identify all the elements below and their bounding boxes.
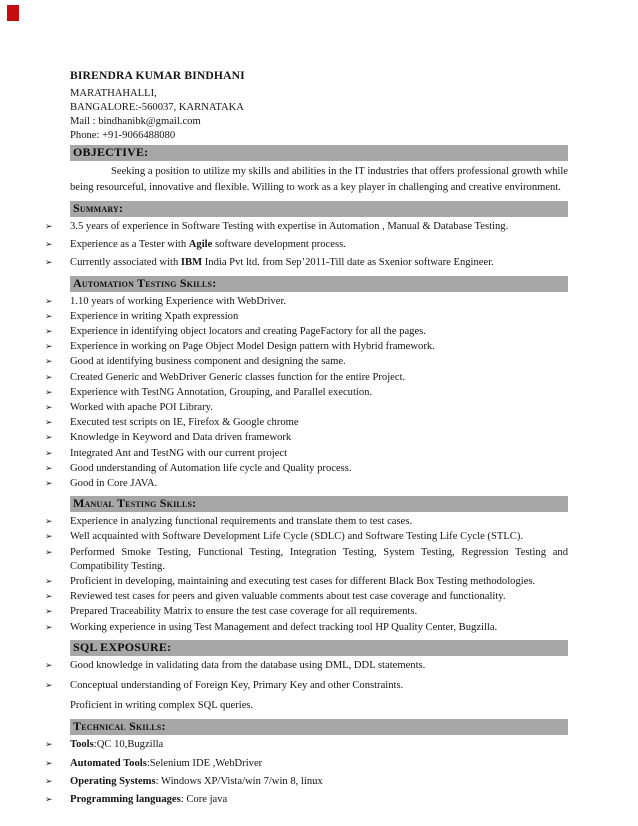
text-run: :Selenium IDE ,WebDriver [146, 757, 263, 769]
text-run: Integrated Ant and TestNG with our current project [70, 447, 288, 459]
arrow-bullet-icon: ➢ [45, 532, 53, 543]
candidate-name: BIRENDRA KUMAR BINDHANI [70, 69, 245, 82]
list-item [45, 371, 568, 385]
text-run: Experience in writing Xpath expression [70, 310, 239, 322]
bold-text: Operating Systems [70, 775, 156, 787]
email-line: Mail : bindhanibk@gmail.com [70, 116, 201, 127]
list-item [45, 530, 568, 544]
section-objective [70, 145, 568, 196]
list-item [45, 447, 568, 461]
text-run: Experience in working on Page Object Model Design pattern with Hybrid framework. [70, 341, 435, 353]
list-item-text [70, 605, 568, 619]
arrow-bullet-icon: ➢ [45, 448, 53, 459]
text-run: India Pvt ltd. from Sep’2011-Till date as Sxenior software Engineer. [202, 257, 494, 269]
list-item-text [70, 256, 568, 270]
list-item [45, 340, 568, 354]
text-run: : Core java [180, 794, 228, 806]
list-item-text [70, 371, 568, 385]
text-run: Good at identifying business component and designing the same. [70, 356, 346, 368]
text-run: 1.10 years of working Experience with WebDriver. [70, 295, 287, 307]
arrow-bullet-icon: ➢ [45, 660, 53, 671]
list-item-text [70, 325, 568, 339]
red-corner-mark-icon [7, 5, 19, 21]
text-run: Experience in analyzing functional requirements and translate them to test cases. [70, 516, 413, 528]
text-run: Proficient in writing complex SQL queries. [70, 700, 254, 712]
list-item [45, 546, 568, 574]
list-item-text [70, 431, 568, 445]
text-run: Conceptual understanding of Foreign Key, Primary Key and other Constraints. [70, 680, 404, 692]
text-run: Proficient in developing, maintaining and executing test cases for different Black Box Testing methodologies. [70, 576, 536, 588]
list-item-text [70, 775, 568, 789]
list-item [45, 659, 568, 673]
list-item-text [70, 401, 568, 415]
list-item [45, 355, 568, 369]
list-item [45, 310, 568, 324]
arrow-bullet-icon: ➢ [45, 372, 53, 383]
list-item [45, 699, 568, 713]
text-run: 3.5 years of experience in Software Testing with expertise in Automation , Manual & Database Testing. [70, 221, 509, 232]
text-run: Good in Core JAVA. [70, 478, 158, 490]
list-item [45, 416, 568, 430]
text-run: Experience in identifying object locators and creating PageFactory for all the pages. [70, 326, 426, 338]
section-header-technical-skills: Technical Skills: [70, 719, 568, 735]
list-item [45, 477, 568, 491]
arrow-bullet-icon: ➢ [45, 547, 53, 558]
list-item [45, 679, 568, 693]
section-automation-testing-skills [45, 275, 568, 492]
arrow-bullet-icon: ➢ [45, 418, 53, 429]
arrow-bullet-icon: ➢ [45, 592, 53, 603]
list-item-text [70, 238, 568, 252]
list-item-text [70, 575, 568, 589]
summary-list [45, 220, 568, 271]
list-item-text [70, 679, 568, 693]
bold-text: Programming languages [70, 794, 181, 806]
manual-testing-skills-list [45, 515, 568, 635]
section-header-objective: OBJECTIVE: [70, 145, 568, 161]
bold-text: Tools [70, 739, 94, 751]
text-run: :QC 10,Bugzilla [93, 739, 164, 751]
list-item [45, 757, 568, 771]
list-item [45, 793, 568, 807]
list-item-text [70, 220, 568, 234]
text-run: Experience as a Tester with [70, 239, 189, 251]
text-run: Performed Smoke Testing, Functional Testing, Integration Testing, System Testing, Regression Testing and Compatibility Testing. [70, 546, 568, 572]
text-run: Created Generic and WebDriver Generic classes function for the entire Project. [70, 371, 406, 383]
bold-text: Automated Tools [70, 757, 147, 769]
text-run: Reviewed test cases for peers and given valuable comments about test case coverage and functionality. [70, 591, 506, 603]
text-run: Knowledge in Keyword and Data driven framework [70, 432, 292, 444]
address-line-2: BANGALORE:-560037, KARNATAKA [70, 102, 244, 113]
list-item-text [70, 621, 568, 635]
list-item-text [70, 699, 568, 713]
list-item-text [70, 447, 568, 461]
arrow-bullet-icon: ➢ [45, 357, 53, 368]
text-run: Currently associated with [70, 257, 181, 269]
list-item-text [70, 659, 568, 673]
objective-paragraph: Seeking a position to utilize my skills and abilities in the IT industries that offers professional growth while being resourceful, innovative and flexible. Willing to work as a key player in challenging and creative environment. [70, 166, 568, 193]
list-item-text [70, 546, 568, 574]
arrow-bullet-icon: ➢ [45, 607, 53, 618]
text-run: Good knowledge in validating data from the database using DML, DDL statements. [70, 659, 426, 671]
section-header-automation-testing-skills: Automation Testing Skills: [70, 276, 568, 292]
text-run: Experience with TestNG Annotation, Grouping, and Parallel execution. [70, 386, 373, 398]
list-item [45, 220, 568, 234]
list-item [45, 515, 568, 529]
list-item-text [70, 355, 568, 369]
arrow-bullet-icon: ➢ [45, 258, 53, 269]
text-run: : Windows XP/Vista/win 7/win 8, linux [155, 775, 323, 787]
list-item [45, 386, 568, 400]
list-item-text [70, 590, 568, 604]
text-run: Working experience in using Test Management and defect tracking tool HP Quality Center, Bugzilla. [70, 621, 498, 633]
section-header-sql-exposure: SQL EXPOSURE: [70, 640, 568, 656]
arrow-bullet-icon: ➢ [45, 463, 53, 474]
address-line-1: MARATHAHALLI, [70, 88, 157, 99]
arrow-bullet-icon: ➢ [45, 403, 53, 414]
arrow-bullet-icon: ➢ [45, 296, 53, 307]
list-item-text [70, 310, 568, 324]
text-run: Well acquainted with Software Development Life Cycle (SDLC) and Software Testing Life Cycle (STLC). [70, 531, 524, 543]
list-item [45, 775, 568, 789]
sections-container [45, 145, 568, 807]
section-summary [45, 201, 568, 271]
automation-testing-skills-list [45, 295, 568, 492]
list-item-text [70, 530, 568, 544]
list-item-text [70, 515, 568, 529]
arrow-bullet-icon: ➢ [45, 577, 53, 588]
list-item [45, 431, 568, 445]
list-item-text [70, 477, 568, 491]
arrow-bullet-icon: ➢ [45, 222, 53, 232]
list-item [45, 238, 568, 252]
list-item-text [70, 295, 568, 309]
section-technical-skills [45, 719, 568, 807]
list-item [45, 256, 568, 270]
phone-line: Phone: +91-9066488080 [70, 130, 176, 141]
list-item-text [70, 793, 568, 807]
section-sql-exposure [45, 639, 568, 714]
bold-text: IBM [180, 257, 203, 269]
list-item-text [70, 386, 568, 400]
text-run: Good understanding of Automation life cycle and Quality process. [70, 462, 352, 474]
list-item [45, 325, 568, 339]
text-run: Worked with apache POI Library. [70, 402, 213, 414]
list-item [45, 738, 568, 752]
list-item-text [70, 738, 568, 752]
list-item [45, 575, 568, 589]
sql-exposure-list [45, 659, 568, 714]
arrow-bullet-icon: ➢ [45, 758, 53, 769]
arrow-bullet-icon: ➢ [45, 433, 53, 444]
list-item [45, 295, 568, 309]
arrow-bullet-icon: ➢ [45, 479, 53, 490]
section-header-summary: Summary: [70, 201, 568, 217]
technical-skills-list [45, 738, 568, 807]
bullet-spacer [45, 699, 70, 713]
list-item [45, 590, 568, 604]
section-header-manual-testing-skills: Manual Testing Skills: [70, 496, 568, 512]
arrow-bullet-icon: ➢ [45, 240, 53, 251]
arrow-bullet-icon: ➢ [45, 776, 53, 787]
bold-text: Agile [188, 239, 213, 251]
list-item [45, 621, 568, 635]
list-item [45, 401, 568, 415]
list-item [45, 605, 568, 619]
arrow-bullet-icon: ➢ [45, 740, 53, 751]
arrow-bullet-icon: ➢ [45, 342, 53, 353]
arrow-bullet-icon: ➢ [45, 327, 53, 338]
list-item-text [70, 416, 568, 430]
list-item-text [70, 757, 568, 771]
list-item-text [70, 340, 568, 354]
section-manual-testing-skills [45, 496, 568, 635]
arrow-bullet-icon: ➢ [45, 795, 53, 806]
arrow-bullet-icon: ➢ [45, 387, 53, 398]
arrow-bullet-icon: ➢ [45, 311, 53, 322]
arrow-bullet-icon: ➢ [45, 681, 53, 692]
arrow-bullet-icon: ➢ [45, 622, 53, 633]
text-run: software development process. [212, 239, 346, 251]
list-item-text [70, 462, 568, 476]
list-item [45, 462, 568, 476]
text-run: Executed test scripts on IE, Firefox & Google chrome [70, 417, 299, 429]
text-run: Prepared Traceability Matrix to ensure the test case coverage for all requirements. [70, 606, 418, 618]
arrow-bullet-icon: ➢ [45, 517, 53, 528]
